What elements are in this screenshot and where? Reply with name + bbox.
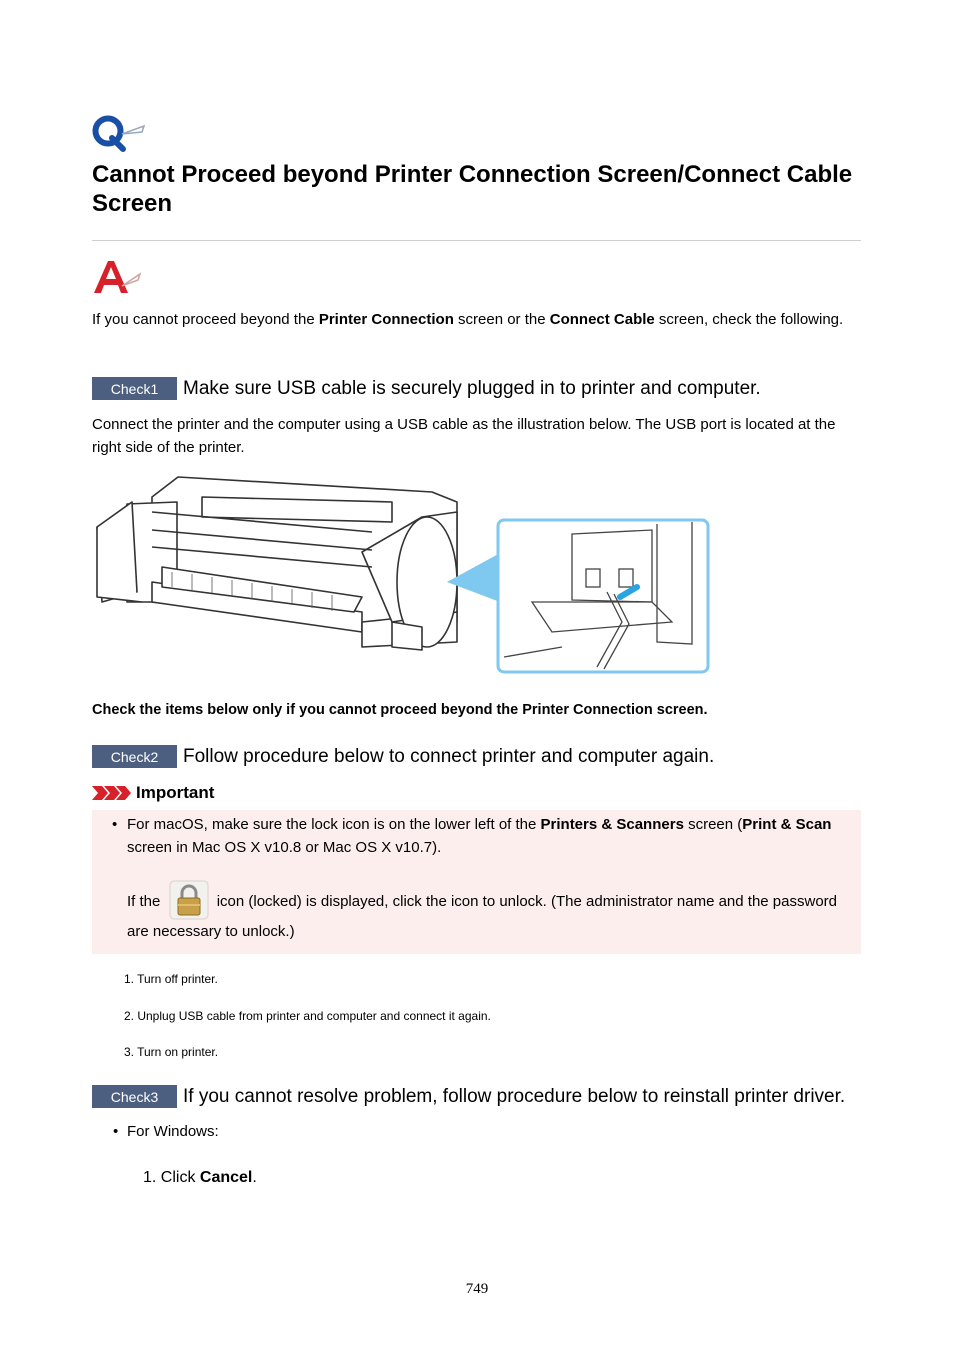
check3-badge: Check3: [92, 1085, 177, 1108]
check2-heading: [92, 745, 714, 768]
check1-heading: [92, 377, 761, 400]
step-item: 2. Unplug USB cable from printer and computer and connect it again.: [124, 1009, 491, 1023]
lock-icon: [169, 880, 209, 920]
question-icon: [92, 112, 148, 152]
page-title: Cannot Proceed beyond Printer Connection Screen/Connect Cable Screen: [92, 161, 853, 217]
important-macos-text: For macOS, make sure the lock icon is on the lower left of the Printers & Scanners screen (Print & Scan screen in Mac OS X v10.8 or Mac OS X v10.7).: [127, 816, 832, 856]
check3-heading: [92, 1085, 845, 1108]
important-lock-text: If the icon (locked) is displayed, click the icon to unlock. (The administrator name and the password are necessary to unlock.): [127, 880, 852, 943]
check1-badge: Check1: [92, 377, 177, 400]
step-item: 3. Turn on printer.: [124, 1045, 219, 1059]
windows-step: 1. Click Cancel.: [143, 1169, 257, 1186]
divider: [92, 240, 861, 241]
printer-usb-illustration: [92, 472, 712, 677]
step-item: 1. Turn off printer.: [124, 972, 218, 986]
check1-description: Connect the printer and the computer using a USB cable as the illustration below. The USB port is located at the right side of the printer.: [92, 416, 836, 456]
check1-text: Make sure USB cable is securely plugged in to printer and computer.: [183, 377, 761, 399]
answer-icon: [92, 258, 142, 296]
important-label: Important: [136, 783, 215, 802]
check-note: Check the items below only if you cannot proceed beyond the Printer Connection screen.: [92, 702, 708, 718]
check2-text: Follow procedure below to connect printer and computer again.: [183, 745, 715, 767]
important-arrows-icon: [92, 785, 132, 801]
page-number: 749: [465, 1281, 489, 1297]
check3-text: If you cannot resolve problem, follow procedure below to reinstall printer driver.: [183, 1085, 846, 1107]
bullet-dot: •: [112, 816, 118, 833]
important-heading: [92, 783, 214, 803]
intro-paragraph: If you cannot proceed beyond the Printer Connection screen or the Connect Cable screen, check the following.: [92, 311, 844, 328]
windows-bullet: For Windows:: [127, 1123, 219, 1140]
bullet-dot: •: [113, 1123, 119, 1140]
important-box: [92, 810, 861, 954]
check2-badge: Check2: [92, 745, 177, 768]
